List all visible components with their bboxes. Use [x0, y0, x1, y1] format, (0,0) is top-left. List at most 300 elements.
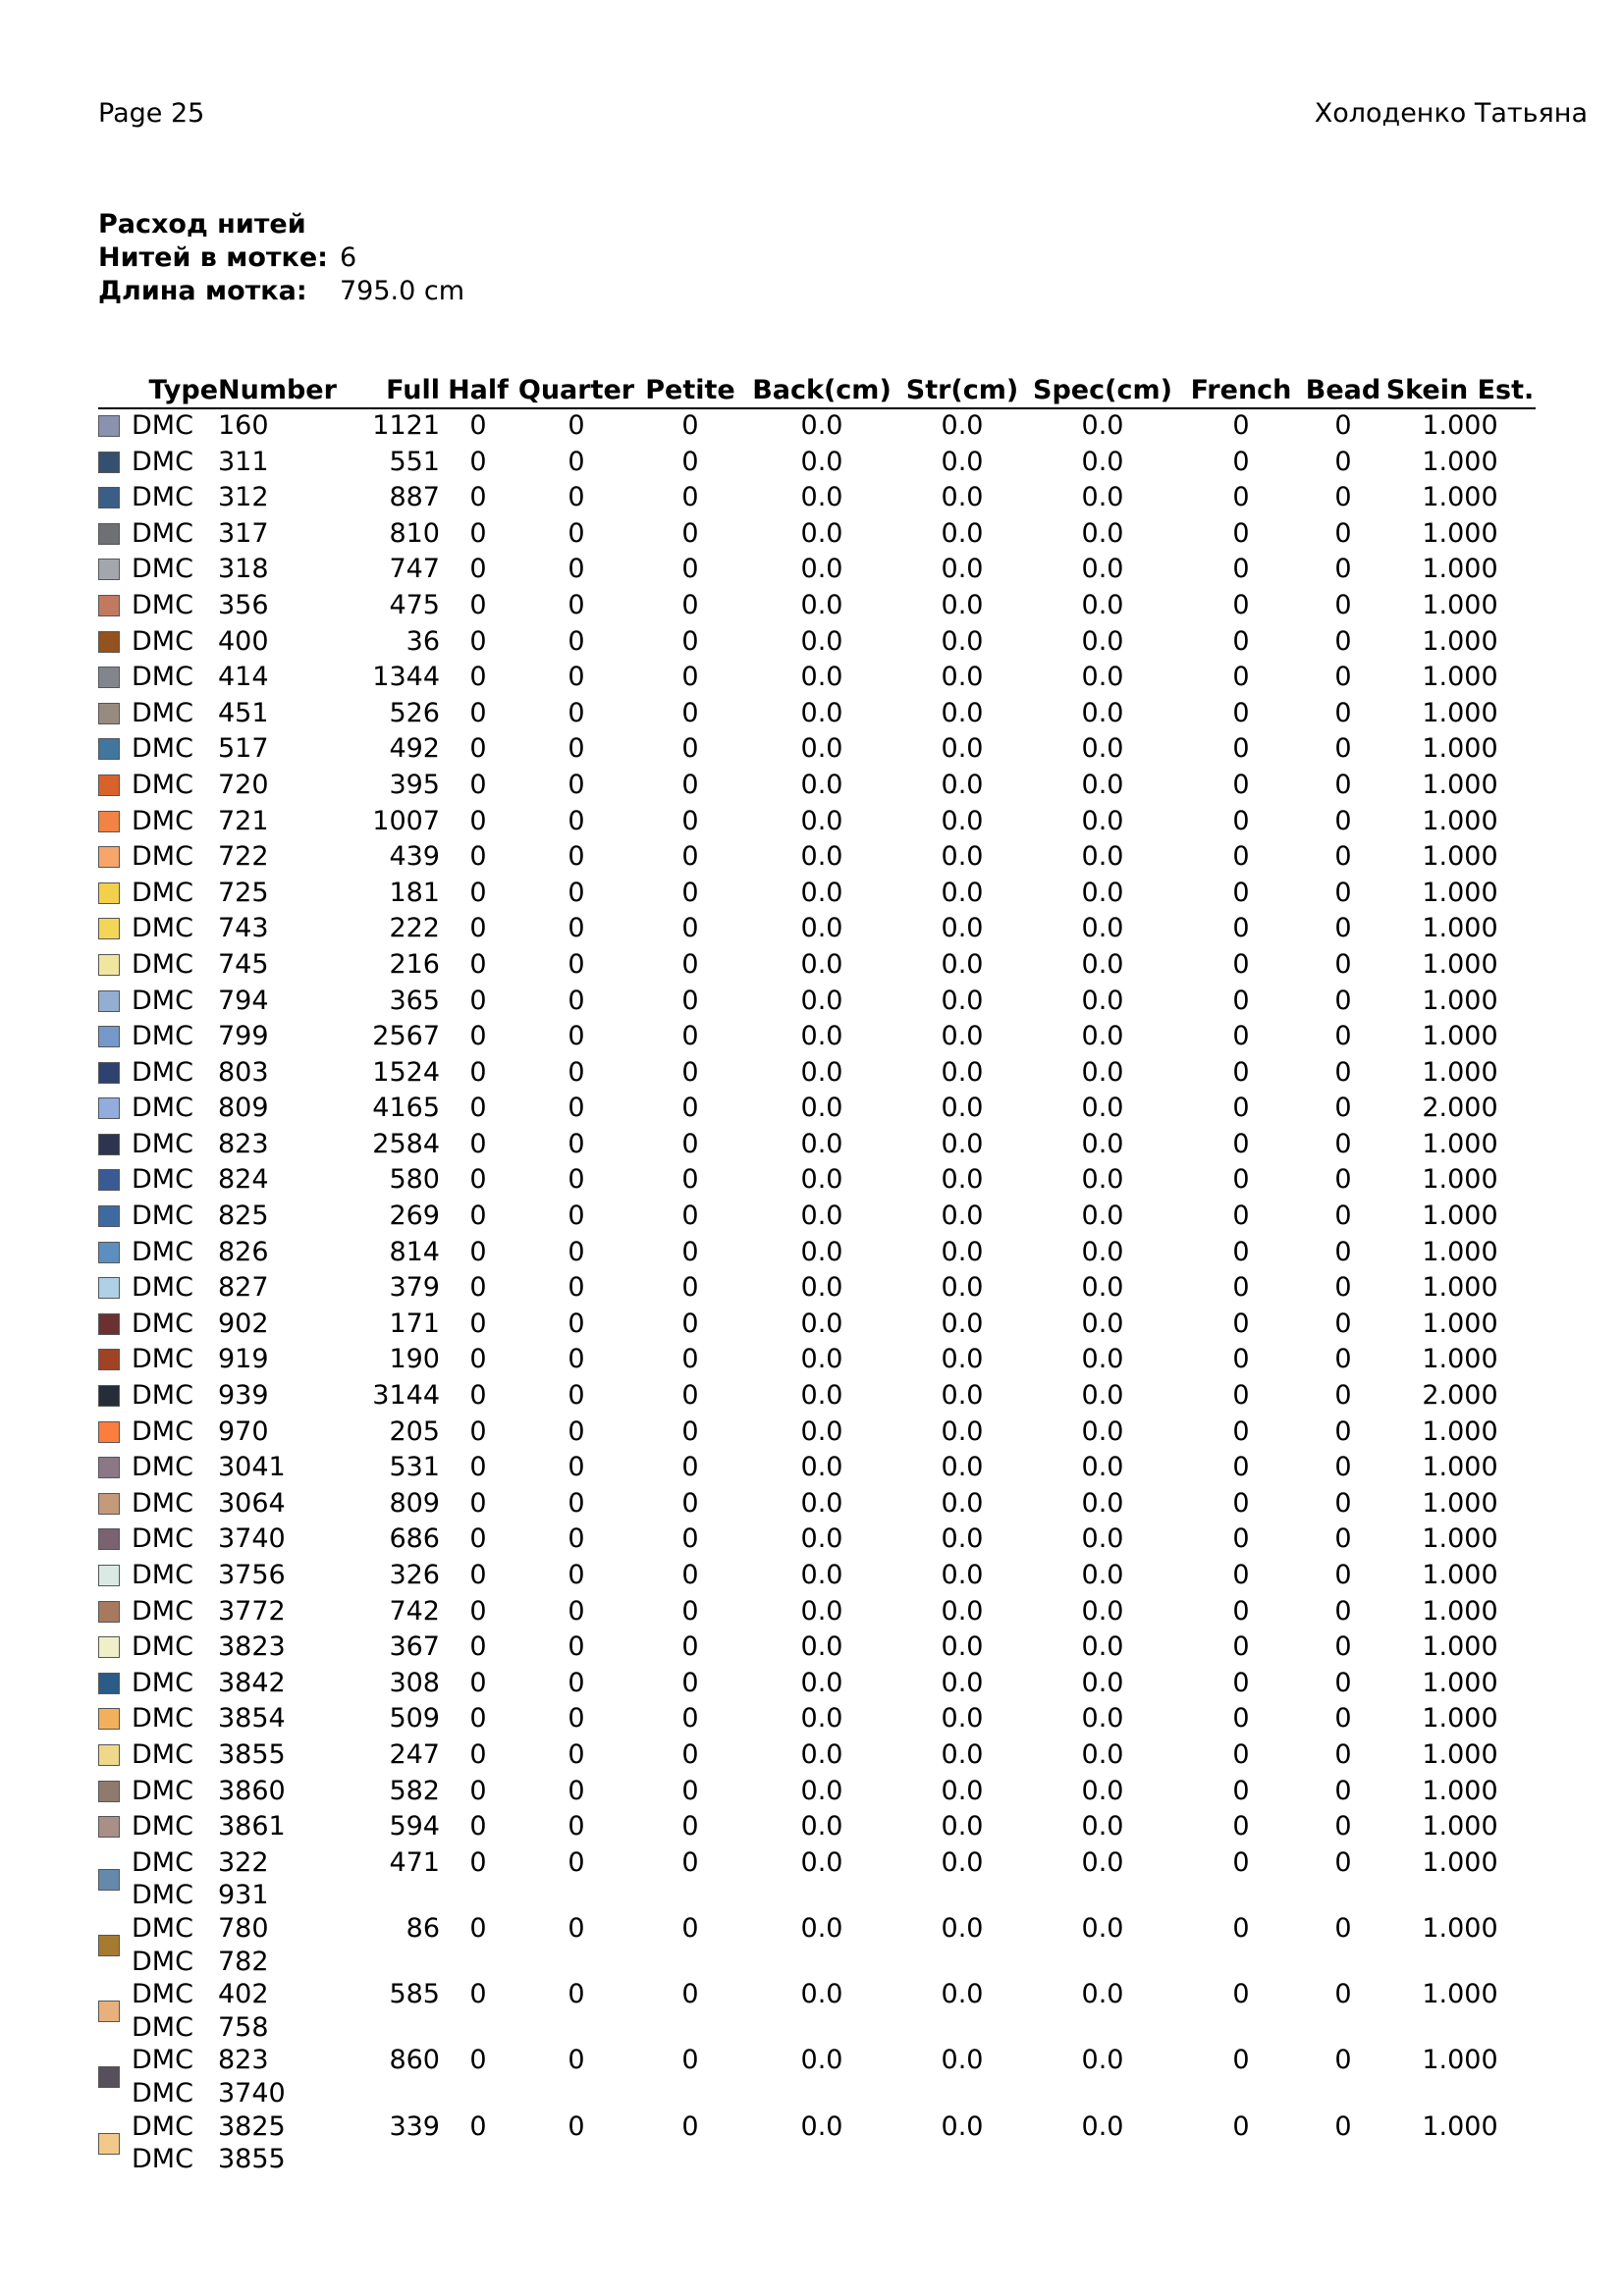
- bead-count: 0: [1334, 2045, 1352, 2076]
- half-count: 0: [469, 517, 487, 549]
- thread-type: [132, 1912, 218, 1978]
- petite-count: 0: [681, 1272, 699, 1304]
- bead-count: 0: [1334, 769, 1352, 800]
- quarter-count: 0: [568, 805, 585, 836]
- color-swatch: [98, 1493, 120, 1515]
- str-length: 0.0: [941, 1523, 984, 1555]
- thread-number: 809: [218, 1093, 269, 1124]
- full-count: 509: [389, 1703, 440, 1735]
- str-length: 0.0: [941, 554, 984, 585]
- swatch-cell: [98, 1092, 132, 1128]
- thread-number: 902: [218, 1308, 269, 1339]
- swatch-cell: [98, 517, 132, 554]
- color-swatch: [98, 415, 120, 437]
- thread-type-2: DMC: [132, 1880, 193, 1911]
- thread-number: 400: [218, 625, 269, 657]
- table-row: [98, 1487, 1536, 1523]
- thread-type: DMC: [132, 948, 193, 980]
- table-row: [98, 1415, 1536, 1452]
- french-count: 0: [1232, 1380, 1250, 1412]
- color-swatch: [98, 990, 120, 1012]
- skein-estimate: 1.000: [1422, 2045, 1498, 2076]
- thread-number-2: 931: [218, 1880, 269, 1911]
- spec-length: 0.0: [1081, 841, 1124, 873]
- quarter-count: 0: [568, 1236, 585, 1267]
- swatch-cell: [98, 948, 132, 985]
- french-count: 0: [1232, 1272, 1250, 1304]
- thread-number: 720: [218, 769, 269, 800]
- thread-number-1: 402: [218, 1979, 269, 2010]
- thread-number: 826: [218, 1236, 269, 1267]
- full-count: 1007: [372, 805, 440, 836]
- skein-estimate: 1.000: [1422, 625, 1498, 657]
- table-row: [98, 589, 1536, 625]
- table-row: [98, 1595, 1536, 1631]
- blend-row: [98, 2110, 1536, 2176]
- spec-length: 0.0: [1081, 877, 1124, 908]
- table-row: [98, 553, 1536, 589]
- half-count: 0: [469, 1487, 487, 1519]
- skein-estimate: 1.000: [1422, 1201, 1498, 1232]
- thread-number: [218, 1978, 340, 2044]
- str-length: 0.0: [941, 769, 984, 800]
- quarter-count: 0: [568, 1912, 585, 1944]
- full-count: 326: [389, 1560, 440, 1590]
- half-count: 0: [469, 1380, 487, 1412]
- quarter-count: 0: [568, 1595, 585, 1627]
- swatch-cell: [98, 877, 132, 913]
- petite-count: 0: [681, 1523, 699, 1555]
- back-length: 0.0: [800, 1631, 843, 1663]
- french-count: 0: [1232, 1236, 1250, 1267]
- col-header-french: French: [1190, 375, 1292, 405]
- length-label: Длина мотка:: [98, 276, 307, 306]
- color-swatch: [98, 452, 120, 473]
- full-count: 742: [389, 1595, 440, 1627]
- back-length: 0.0: [800, 913, 843, 944]
- summary-title: Расход нитей: [98, 209, 306, 240]
- full-count: 365: [389, 985, 440, 1016]
- spec-length: 0.0: [1081, 1846, 1124, 1878]
- thread-type: DMC: [132, 1201, 193, 1232]
- back-length: 0.0: [800, 1846, 843, 1878]
- back-length: 0.0: [800, 2110, 843, 2142]
- bead-count: 0: [1334, 1344, 1352, 1375]
- quarter-count: 0: [568, 913, 585, 944]
- color-swatch: [98, 1385, 120, 1407]
- thread-type: DMC: [132, 482, 193, 513]
- french-count: 0: [1232, 1164, 1250, 1196]
- full-count: 222: [389, 913, 440, 944]
- table-row: [98, 1200, 1536, 1236]
- quarter-count: 0: [568, 697, 585, 728]
- swatch-cell: [98, 1271, 132, 1308]
- french-count: 0: [1232, 1560, 1250, 1590]
- back-length: 0.0: [800, 1236, 843, 1267]
- color-swatch: [98, 846, 120, 868]
- petite-count: 0: [681, 697, 699, 728]
- skein-estimate: 1.000: [1422, 1452, 1498, 1483]
- col-header-type: Type: [148, 375, 218, 405]
- quarter-count: 0: [568, 1631, 585, 1663]
- back-length: 0.0: [800, 1667, 843, 1698]
- col-header-bead: Bead: [1305, 375, 1381, 405]
- bead-count: 0: [1334, 2110, 1352, 2142]
- color-swatch: [98, 1935, 120, 1956]
- table-row: [98, 1630, 1536, 1667]
- thread-number-1: 3825: [218, 2110, 286, 2142]
- swatch-cell: [98, 1200, 132, 1236]
- full-count: 471: [389, 1846, 440, 1878]
- thread-number: 160: [218, 410, 269, 441]
- thread-type: DMC: [132, 1487, 193, 1519]
- thread-number: 794: [218, 985, 269, 1016]
- thread-number: 3041: [218, 1452, 286, 1483]
- half-count: 0: [469, 697, 487, 728]
- petite-count: 0: [681, 1093, 699, 1124]
- swatch-cell: [98, 1912, 132, 1978]
- str-length: 0.0: [941, 662, 984, 693]
- skein-estimate: 1.000: [1422, 913, 1498, 944]
- full-count: 492: [389, 733, 440, 765]
- swatch-cell: [98, 1846, 132, 1912]
- full-count: 2584: [372, 1128, 440, 1159]
- thread-number-2: 3855: [218, 2144, 286, 2175]
- half-count: 0: [469, 1236, 487, 1267]
- skein-estimate: 1.000: [1422, 410, 1498, 441]
- thread-type: [132, 2044, 218, 2109]
- color-swatch: [98, 1313, 120, 1335]
- back-length: 0.0: [800, 482, 843, 513]
- petite-count: 0: [681, 948, 699, 980]
- bead-count: 0: [1334, 1164, 1352, 1196]
- thread-type: DMC: [132, 1775, 193, 1806]
- half-count: 0: [469, 2045, 487, 2076]
- french-count: 0: [1232, 1523, 1250, 1555]
- half-count: 0: [469, 589, 487, 620]
- swatch-cell: [98, 2044, 132, 2109]
- half-count: 0: [469, 554, 487, 585]
- french-count: 0: [1232, 1667, 1250, 1698]
- french-count: 0: [1232, 841, 1250, 873]
- petite-count: 0: [681, 805, 699, 836]
- spec-length: 0.0: [1081, 697, 1124, 728]
- back-length: 0.0: [800, 446, 843, 477]
- swatch-cell: [98, 697, 132, 733]
- spec-length: 0.0: [1081, 1201, 1124, 1232]
- str-length: 0.0: [941, 1631, 984, 1663]
- color-swatch: [98, 1097, 120, 1119]
- quarter-count: 0: [568, 554, 585, 585]
- thread-type: DMC: [132, 625, 193, 657]
- full-count: 887: [389, 482, 440, 513]
- thread-number-1: 823: [218, 2045, 269, 2076]
- full-count: 181: [389, 877, 440, 908]
- skein-estimate: 1.000: [1422, 1272, 1498, 1304]
- quarter-count: 0: [568, 1487, 585, 1519]
- thread-number: 3772: [218, 1595, 286, 1627]
- back-length: 0.0: [800, 1272, 843, 1304]
- swatch-cell: [98, 408, 132, 446]
- quarter-count: 0: [568, 1775, 585, 1806]
- bead-count: 0: [1334, 1415, 1352, 1447]
- thread-number: 919: [218, 1344, 269, 1375]
- thread-type: DMC: [132, 1523, 193, 1555]
- quarter-count: 0: [568, 589, 585, 620]
- spec-length: 0.0: [1081, 1056, 1124, 1088]
- french-count: 0: [1232, 1452, 1250, 1483]
- thread-type: DMC: [132, 1056, 193, 1088]
- str-length: 0.0: [941, 1021, 984, 1052]
- petite-count: 0: [681, 554, 699, 585]
- swatch-cell: [98, 446, 132, 482]
- spec-length: 0.0: [1081, 1272, 1124, 1304]
- bead-count: 0: [1334, 877, 1352, 908]
- color-swatch: [98, 1134, 120, 1155]
- full-count: 3144: [372, 1380, 440, 1412]
- str-length: 0.0: [941, 1128, 984, 1159]
- french-count: 0: [1232, 517, 1250, 549]
- skein-estimate: 1.000: [1422, 1021, 1498, 1052]
- thread-number: [218, 2110, 340, 2176]
- french-count: 0: [1232, 985, 1250, 1016]
- full-count: 594: [389, 1811, 440, 1842]
- french-count: 0: [1232, 1912, 1250, 1944]
- skein-estimate: 1.000: [1422, 446, 1498, 477]
- half-count: 0: [469, 1811, 487, 1842]
- swatch-cell: [98, 912, 132, 948]
- color-swatch: [98, 882, 120, 904]
- str-length: 0.0: [941, 1164, 984, 1196]
- skein-estimate: 1.000: [1422, 662, 1498, 693]
- french-count: 0: [1232, 1631, 1250, 1663]
- thread-type-2: DMC: [132, 2011, 193, 2043]
- petite-count: 0: [681, 1164, 699, 1196]
- thread-number: 3842: [218, 1667, 286, 1698]
- quarter-count: 0: [568, 769, 585, 800]
- half-count: 0: [469, 2110, 487, 2142]
- str-length: 0.0: [941, 1487, 984, 1519]
- swatch-cell: [98, 553, 132, 589]
- spec-length: 0.0: [1081, 1128, 1124, 1159]
- half-count: 0: [469, 985, 487, 1016]
- bead-count: 0: [1334, 517, 1352, 549]
- back-length: 0.0: [800, 948, 843, 980]
- half-count: 0: [469, 913, 487, 944]
- french-count: 0: [1232, 948, 1250, 980]
- quarter-count: 0: [568, 1308, 585, 1339]
- french-count: 0: [1232, 1093, 1250, 1124]
- back-length: 0.0: [800, 1452, 843, 1483]
- petite-count: 0: [681, 1912, 699, 1944]
- thread-number: 3740: [218, 1523, 286, 1555]
- half-count: 0: [469, 1093, 487, 1124]
- full-count: 216: [389, 948, 440, 980]
- spec-length: 0.0: [1081, 1631, 1124, 1663]
- back-length: 0.0: [800, 554, 843, 585]
- quarter-count: 0: [568, 1201, 585, 1232]
- thread-type: DMC: [132, 733, 193, 765]
- half-count: 0: [469, 1667, 487, 1698]
- quarter-count: 0: [568, 1272, 585, 1304]
- back-length: 0.0: [800, 1775, 843, 1806]
- bead-count: 0: [1334, 1912, 1352, 1944]
- thread-number: 970: [218, 1415, 269, 1447]
- str-length: 0.0: [941, 1056, 984, 1088]
- length-value: 795.0 cm: [340, 276, 465, 306]
- quarter-count: 0: [568, 1979, 585, 2010]
- spec-length: 0.0: [1081, 1308, 1124, 1339]
- thread-number: 3064: [218, 1487, 286, 1519]
- petite-count: 0: [681, 2045, 699, 2076]
- swatch-cell: [98, 985, 132, 1021]
- spec-length: 0.0: [1081, 482, 1124, 513]
- back-length: 0.0: [800, 1523, 843, 1555]
- color-swatch: [98, 1242, 120, 1263]
- petite-count: 0: [681, 1979, 699, 2010]
- thread-number: [218, 2044, 340, 2109]
- color-swatch: [98, 774, 120, 796]
- table-row: [98, 1775, 1536, 1811]
- str-length: 0.0: [941, 1236, 984, 1267]
- half-count: 0: [469, 1775, 487, 1806]
- back-length: 0.0: [800, 805, 843, 836]
- skein-estimate: 1.000: [1422, 1667, 1498, 1698]
- spec-length: 0.0: [1081, 1236, 1124, 1267]
- bead-count: 0: [1334, 985, 1352, 1016]
- back-length: 0.0: [800, 625, 843, 657]
- thread-type: DMC: [132, 841, 193, 873]
- petite-count: 0: [681, 1415, 699, 1447]
- petite-count: 0: [681, 1128, 699, 1159]
- full-count: 86: [406, 1912, 440, 1944]
- table-row: [98, 1451, 1536, 1487]
- french-count: 0: [1232, 1308, 1250, 1339]
- spec-length: 0.0: [1081, 1344, 1124, 1375]
- full-count: 339: [389, 2110, 440, 2142]
- thread-number-2: 3740: [218, 2077, 286, 2109]
- table-row: [98, 1559, 1536, 1595]
- swatch-cell: [98, 661, 132, 697]
- spec-length: 0.0: [1081, 446, 1124, 477]
- back-length: 0.0: [800, 1595, 843, 1627]
- french-count: 0: [1232, 877, 1250, 908]
- color-swatch: [98, 1869, 120, 1891]
- skein-estimate: 1.000: [1422, 1560, 1498, 1590]
- thread-type-2: DMC: [132, 2077, 193, 2109]
- spec-length: 0.0: [1081, 1703, 1124, 1735]
- thread-type: DMC: [132, 554, 193, 585]
- french-count: 0: [1232, 1415, 1250, 1447]
- swatch-cell: [98, 1810, 132, 1846]
- swatch-cell: [98, 1630, 132, 1667]
- spec-length: 0.0: [1081, 913, 1124, 944]
- full-count: 686: [389, 1523, 440, 1555]
- color-swatch: [98, 1169, 120, 1191]
- swatch-cell: [98, 1702, 132, 1738]
- bead-count: 0: [1334, 733, 1352, 765]
- french-count: 0: [1232, 1979, 1250, 2010]
- str-length: 0.0: [941, 1201, 984, 1232]
- french-count: 0: [1232, 410, 1250, 441]
- color-swatch: [98, 1601, 120, 1623]
- thread-number: 823: [218, 1128, 269, 1159]
- swatch-cell: [98, 1667, 132, 1703]
- bead-count: 0: [1334, 697, 1352, 728]
- petite-count: 0: [681, 1056, 699, 1088]
- back-length: 0.0: [800, 1021, 843, 1052]
- skein-estimate: 1.000: [1422, 1344, 1498, 1375]
- thread-type: DMC: [132, 1093, 193, 1124]
- french-count: 0: [1232, 733, 1250, 765]
- quarter-count: 0: [568, 1560, 585, 1590]
- table-row: [98, 1308, 1536, 1344]
- half-count: 0: [469, 1128, 487, 1159]
- petite-count: 0: [681, 769, 699, 800]
- str-length: 0.0: [941, 1846, 984, 1878]
- half-count: 0: [469, 1595, 487, 1627]
- color-swatch: [98, 1744, 120, 1766]
- strands-label: Нитей в мотке:: [98, 242, 328, 273]
- str-length: 0.0: [941, 1912, 984, 1944]
- skein-estimate: 1.000: [1422, 589, 1498, 620]
- skein-estimate: 1.000: [1422, 697, 1498, 728]
- petite-count: 0: [681, 410, 699, 441]
- bead-count: 0: [1334, 1631, 1352, 1663]
- quarter-count: 0: [568, 482, 585, 513]
- bead-count: 0: [1334, 1056, 1352, 1088]
- skein-estimate: 1.000: [1422, 733, 1498, 765]
- half-count: 0: [469, 662, 487, 693]
- color-swatch: [98, 631, 120, 653]
- half-count: 0: [469, 446, 487, 477]
- full-count: 308: [389, 1667, 440, 1698]
- petite-count: 0: [681, 589, 699, 620]
- french-count: 0: [1232, 2045, 1250, 2076]
- half-count: 0: [469, 1308, 487, 1339]
- author-name: Холоденко Татьяна: [1314, 98, 1588, 129]
- quarter-count: 0: [568, 1380, 585, 1412]
- str-length: 0.0: [941, 410, 984, 441]
- petite-count: 0: [681, 1308, 699, 1339]
- back-length: 0.0: [800, 877, 843, 908]
- table-row: [98, 625, 1536, 662]
- thread-number: 799: [218, 1021, 269, 1052]
- quarter-count: 0: [568, 985, 585, 1016]
- thread-type: [132, 1978, 218, 2044]
- col-header-str: Str(cm): [905, 375, 1019, 405]
- french-count: 0: [1232, 697, 1250, 728]
- skein-estimate: 2.000: [1422, 1380, 1498, 1412]
- back-length: 0.0: [800, 1703, 843, 1735]
- thread-number-1: 322: [218, 1846, 269, 1878]
- color-swatch: [98, 1781, 120, 1802]
- thread-number: 721: [218, 805, 269, 836]
- table-row: [98, 1056, 1536, 1093]
- skein-estimate: 1.000: [1422, 1979, 1498, 2010]
- skein-estimate: 1.000: [1422, 2110, 1498, 2142]
- half-count: 0: [469, 877, 487, 908]
- petite-count: 0: [681, 625, 699, 657]
- bead-count: 0: [1334, 1738, 1352, 1770]
- french-count: 0: [1232, 589, 1250, 620]
- quarter-count: 0: [568, 1846, 585, 1878]
- thread-type: DMC: [132, 1560, 193, 1590]
- thread-type-1: DMC: [132, 2110, 193, 2142]
- color-swatch: [98, 1062, 120, 1084]
- str-length: 0.0: [941, 1775, 984, 1806]
- color-swatch: [98, 1349, 120, 1370]
